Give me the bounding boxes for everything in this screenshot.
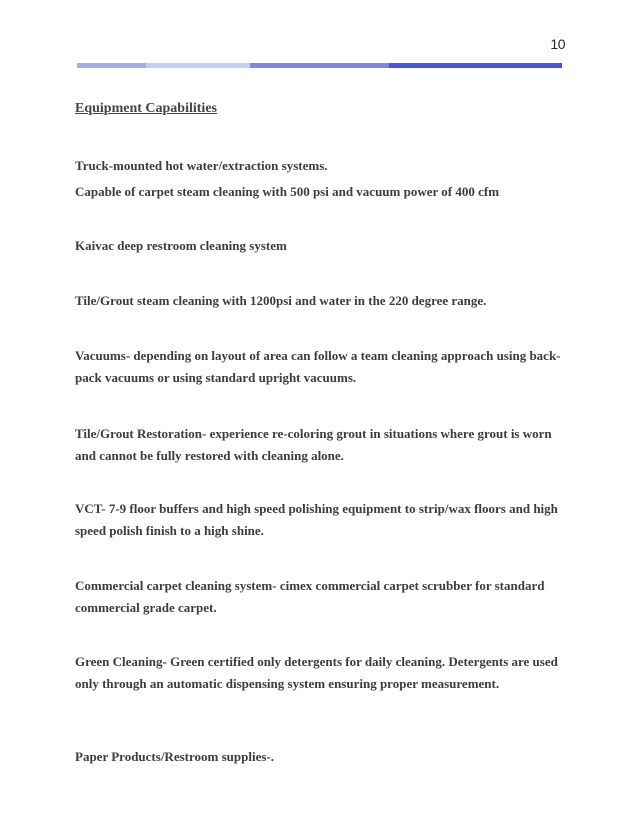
paragraph-tile-grout-steam: Tile/Grout steam cleaning with 1200psi and water in the 220 degree range. bbox=[75, 293, 487, 308]
paragraph-commercial-carpet: Commercial carpet cleaning system- cimex commercial carpet scrubber for standard commercial grade carpet. bbox=[75, 578, 545, 615]
paragraph-kaivac: Kaivac deep restroom cleaning system bbox=[75, 238, 287, 253]
header-divider-bar bbox=[77, 63, 562, 68]
paragraph-green-cleaning: Green Cleaning- Green certified only detergents for daily cleaning. Detergents are used only through an automatic dispensing system ensuring proper measurement. bbox=[75, 654, 558, 691]
paragraph-carpet-steam: Capable of carpet steam cleaning with 500 psi and vacuum power of 400 cfm bbox=[75, 184, 500, 199]
paragraph-vacuums: Vacuums- depending on layout of area can follow a team cleaning approach using back-pack vacuums or using standard upright vacuums. bbox=[75, 348, 561, 385]
header-bar-segment-4 bbox=[389, 63, 562, 68]
paragraph-paper-products: Paper Products/Restroom supplies-. bbox=[75, 749, 274, 764]
paragraph-vct: VCT- 7-9 floor buffers and high speed polishing equipment to strip/wax floors and high speed polish finish to a high shine. bbox=[75, 501, 558, 538]
header-bar-segment-3 bbox=[250, 63, 389, 68]
paragraph-tile-grout-restoration: Tile/Grout Restoration- experience re-coloring grout in situations where grout is worn and cannot be fully restored with cleaning alone. bbox=[75, 426, 552, 463]
header-bar-segment-2 bbox=[146, 63, 250, 68]
header-bar-segment-1 bbox=[77, 63, 146, 68]
paragraph-truck-mounted: Truck-mounted hot water/extraction systems. bbox=[75, 158, 328, 173]
section-heading: Equipment Capabilities bbox=[75, 101, 217, 116]
page-number: 10 bbox=[550, 36, 565, 52]
